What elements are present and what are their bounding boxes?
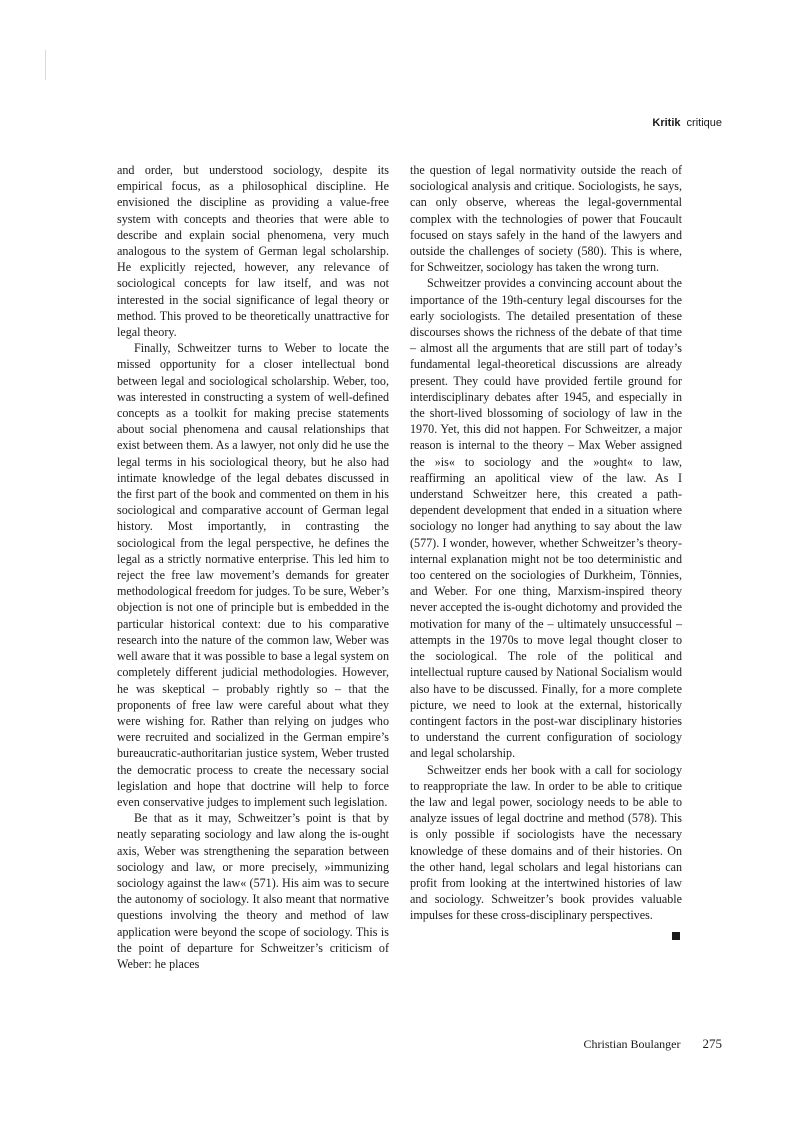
paragraph: Be that as it may, Schweitzer’s point is that by neatly separating sociology and law along the is-ought axis, Weber was strengthening the separation between sociology and law, or more precisely, »immunizing sociology against the law« (571). His aim was to secure the autonomy of sociology. It also meant that normative questions involving the theory and method of law application were beyond the scope of sociology. This is the point of departure for Schweitzer’s criticism of Weber: he places [117, 811, 389, 971]
end-of-article-square-icon [672, 932, 680, 940]
paragraph: Schweitzer ends her book with a call for sociology to reappropriate the law. In order to be able to critique the law and legal power, sociology needs to be able to analyze issues of legal doctrine and method (578). This is only possible if sociologists have the necessary knowledge of these domains and of their histories. On the other hand, legal scholars and legal historians can profit from looking at the intertwined histories of law and sociology. Schweitzer’s book provides valuable impulses for these cross-disciplinary perspectives. [410, 762, 682, 923]
page-footer [584, 1036, 722, 1052]
right-column [410, 162, 682, 940]
left-column [117, 162, 389, 972]
margin-crop-mark [45, 50, 46, 80]
paragraph: and order, but understood sociology, despite its empirical focus, as a philosophical discipline. He envisioned the discipline as providing a value-free system with concepts and theories that were able to describe and explain social phenomena, very much analogous to the system of German legal scholarship. He explicitly rejected, however, any relevance of sociological concepts for law itself, and was not interested in the social significance of legal theory or method. This proved to be theoretically unattractive for legal theory. [117, 163, 389, 340]
paragraph: Finally, Schweitzer turns to Weber to locate the missed opportunity for a closer intellectual bond between legal and sociological scholarship. Weber, too, was interested in constructing a system of well-defined concepts as a toolkit for making precise statements about social phenomena and causal relationships that exist between them. As a lawyer, not only did he use the legal terms in his sociological theory, but he also had intimate knowledge of the legal debates discussed in the first part of the book and commented on them in his sociological and comparative account of German legal history. Most importantly, in contrasting the sociological from the legal perspective, he defines the legal as a strictly normative enterprise. This led him to reject the free law movement’s demands for greater methodological freedom for judges. To be sure, Weber’s objection is not one of principle but is embedded in the particular historical context: due to his comparative research into the nature of the common law, Weber was well aware that it was possible to base a legal system on completely different judicial methodologies. However, he was skeptical – probably rightly so – that the proponents of free law were careful about what they were wishing for. Rather than relying on judges who were recruited and socialized in the German empire’s bureaucratic-authoritarian justice system, Weber trusted the democratic process to create the necessary social legislation and hope that doctrine will help to force even conservative judges to implement such legislation. [117, 341, 389, 809]
running-header [652, 116, 722, 130]
paragraph: Schweitzer provides a convincing account about the importance of the 19th-century legal discourses for the early sociologists. The detailed presentation of these discourses shows the richness of the debate of that time – almost all the arguments that are still part of today’s fundamental legal-theoretical discussions are already present. They could have provided fertile ground for interdisciplinary debates after 1945, and especially in the short-lived blossoming of sociology of law in the 1970. Yet, this did not happen. For Schweitzer, a major reason is internal to the theory – Max Weber assigned the »is« to sociology and the »ought« to law, reaffirming an apolitical view of the law. As I understand Schweitzer here, this created a path-dependent development that ended in a situation where sociology no longer had anything to say about the law (577). I wonder, however, whether Schweitzer’s theory-internal explanation might not be too deterministic and too centered on the sociologies of Durkheim, Tönnies, and Weber. For one thing, Marxism-inspired theory never accepted the is-ought dichotomy and provided the motivation for many of the – ultimately unsuccessful – attempts in the 1970s to move legal thought closer to the sociological. The role of the political and intellectual rupture caused by National Socialism would also have to be discussed. Finally, for a more complete picture, we need to look at the external, historically contingent factors in the post-war disciplinary histories to understand the current configuration of sociology and legal scholarship. [410, 276, 682, 761]
section-name: Kritik [652, 117, 681, 129]
section-translation: critique [686, 117, 722, 129]
author-name: Christian Boulanger [583, 1037, 681, 1051]
page-number: 275 [702, 1036, 722, 1051]
paragraph: the question of legal normativity outside the reach of sociological analysis and critique. Sociologists, he says, can only observe, whereas the legal-governmental complex with the technologies of power that Foucault focused on stays safely in the hand of the lawyers and outside the challenges of society (580). This is where, for Schweitzer, sociology has taken the wrong turn. [410, 163, 682, 275]
